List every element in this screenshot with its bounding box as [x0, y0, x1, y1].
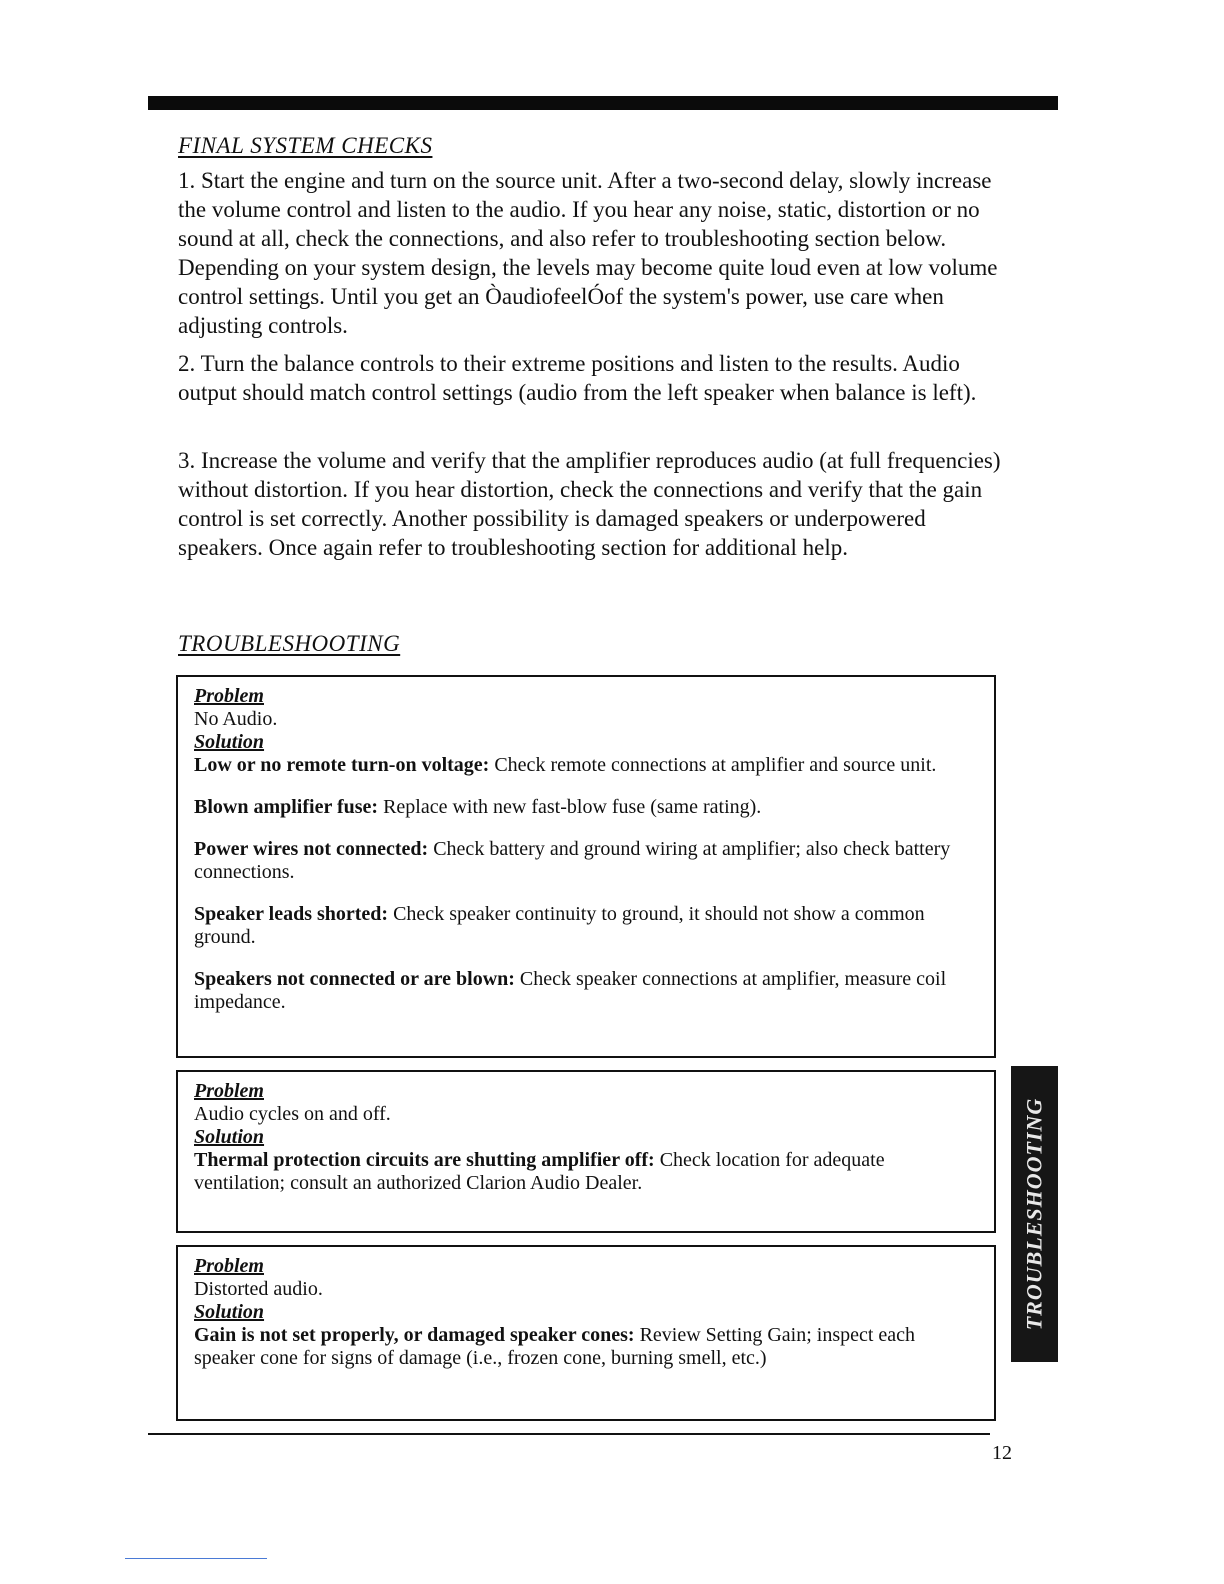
problem-label: Problem	[194, 1255, 264, 1277]
final-checks-step-3: 3. Increase the volume and verify that the amplifier reproduces audio (at full frequencies) without distortion. If you hear distortion, check the connections and verify that the gain control is set correctly. Another possibility is damaged speakers or underpowered speakers. Once again refer to troubleshooting section for additional help.	[178, 448, 1001, 560]
solution-item	[194, 968, 972, 1014]
solution-text: Check battery and ground wiring at amplifier; also check battery connections.	[194, 838, 951, 883]
scan-artifact-line	[125, 1558, 267, 1559]
top-rule	[148, 96, 1058, 110]
solution-item	[194, 838, 972, 884]
solution-heading: Thermal protection circuits are shutting amplifier off:	[194, 1149, 655, 1171]
problem-text: Audio cycles on and off.	[194, 1103, 391, 1125]
solution-text: Check location for adequate ventilation; consult an authorized Clarion Audio Dealer.	[194, 1149, 885, 1194]
side-tab-label: TROUBLESHOOTING	[1021, 1097, 1047, 1331]
solution-heading: Power wires not connected:	[194, 838, 429, 860]
solution-item	[194, 903, 972, 949]
solution-text: Review Setting Gain; inspect each speaker cone for signs of damage (i.e., frozen cone, burning smell, etc.)	[194, 1324, 916, 1369]
troubleshooting-box-audio-cycles	[176, 1070, 996, 1233]
solution-item	[194, 1149, 972, 1195]
page-number: 12	[992, 1442, 1012, 1464]
solution-text: Check speaker connections at amplifier, measure coil impedance.	[194, 968, 947, 1013]
solution-heading: Speakers not connected or are blown:	[194, 968, 515, 990]
problem-label: Problem	[194, 685, 264, 707]
problem-text: Distorted audio.	[194, 1278, 323, 1300]
solution-heading: Blown amplifier fuse:	[194, 796, 379, 818]
solution-item	[194, 754, 972, 777]
troubleshooting-box-no-audio	[176, 675, 996, 1058]
solution-label: Solution	[194, 731, 265, 753]
solution-label: Solution	[194, 1126, 265, 1148]
solution-text: Check speaker continuity to ground, it should not show a common ground.	[194, 903, 925, 948]
solution-item	[194, 796, 972, 819]
final-checks-step-1: 1. Start the engine and turn on the source unit. After a two-second delay, slowly increase the volume control and listen to the audio. If you hear any noise, static, distortion or no sound at all, check the connections, and also refer to troubleshooting section below. Depending on your system design, the levels may become quite loud even at low volume control settings. Until you get an ÒaudiofeelÓof the system's power, use care when adjusting controls.	[178, 168, 998, 338]
final-checks-step-2: 2. Turn the balance controls to their extreme positions and listen to the results. Audio output should match control settings (audio from the left speaker when balance is left).	[178, 351, 977, 405]
problem-label: Problem	[194, 1080, 264, 1102]
solution-label: Solution	[194, 1301, 265, 1323]
problem-text: No Audio.	[194, 708, 278, 730]
troubleshooting-box-distorted-audio	[176, 1245, 996, 1421]
final-checks-title: FINAL SYSTEM CHECKS	[178, 133, 433, 158]
section-side-tab	[1011, 1066, 1058, 1362]
solution-text: Check remote connections at amplifier and source unit.	[489, 754, 937, 776]
solution-heading: Low or no remote turn-on voltage:	[194, 754, 490, 776]
solution-item	[194, 1324, 972, 1370]
solution-heading: Speaker leads shorted:	[194, 903, 389, 925]
solution-heading: Gain is not set properly, or damaged speaker cones:	[194, 1324, 635, 1346]
troubleshooting-title: TROUBLESHOOTING	[178, 631, 401, 656]
solution-text: Replace with new fast-blow fuse (same rating).	[378, 796, 762, 818]
bottom-rule	[148, 1433, 990, 1435]
